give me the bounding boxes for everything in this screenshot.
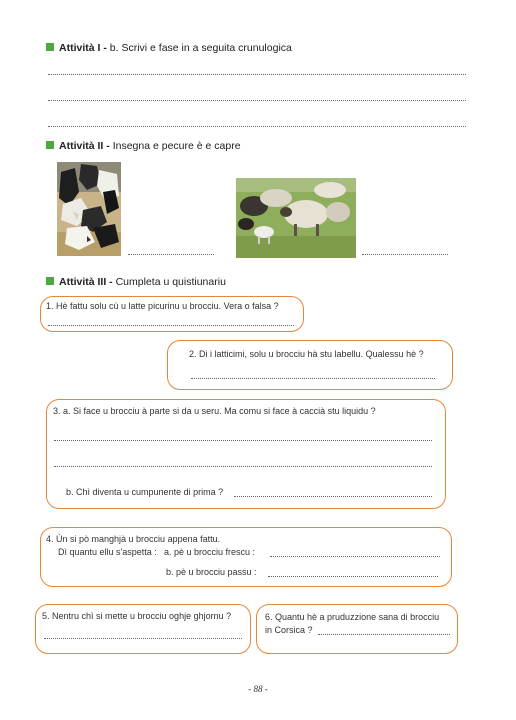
activity-2-subtitle: Insegna e pecure è e capre — [112, 140, 241, 152]
answer-line[interactable] — [54, 440, 432, 441]
activity-1-heading — [46, 42, 292, 54]
answer-line[interactable] — [270, 556, 440, 557]
answer-line[interactable] — [362, 254, 448, 255]
question-3-text: 3. a. Si face u brocciu à parte si da u seru. Ma comu si face à caccià stu liquidu ? — [53, 406, 376, 416]
activity-2-heading — [46, 140, 241, 152]
question-6-subtext: in Corsica ? — [265, 625, 313, 635]
green-square-icon — [46, 43, 54, 51]
answer-line[interactable] — [48, 325, 294, 326]
activity-1-subtitle: b. Scrivi e fase in a seguita crunulogica — [109, 42, 292, 54]
green-square-icon — [46, 277, 54, 285]
answer-line[interactable] — [48, 126, 466, 127]
question-3b-text: b. Chì diventa u cumpunente di prima ? — [66, 487, 224, 497]
activity-3-title: Attività III - — [59, 276, 113, 288]
sheep-photo — [236, 178, 356, 258]
answer-line[interactable] — [268, 576, 438, 577]
question-4b-text: b. pè u brocciu passu : — [166, 567, 257, 577]
goats-photo — [57, 162, 121, 256]
answer-line[interactable] — [54, 466, 432, 467]
question-4a-text: a. pè u brocciu frescu : — [164, 547, 256, 557]
question-4-text: 4. Ùn si pò manghjà u brocciu appena fattu. — [46, 534, 221, 544]
answer-line[interactable] — [44, 638, 242, 639]
answer-line[interactable] — [48, 100, 466, 101]
page-number: - 88 - — [248, 684, 268, 694]
question-4-subtext: Dì quantu ellu s'aspetta : — [58, 547, 157, 557]
answer-line[interactable] — [48, 74, 466, 75]
activity-1-title: Attività I - — [59, 42, 107, 54]
activity-3-subtitle: Cumpleta u quistiunariu — [115, 276, 226, 288]
activity-3-heading — [46, 276, 226, 288]
question-2-text: 2. Di i latticimi, solu u brocciu hà stu labellu. Qualessu hè ? — [189, 349, 424, 359]
answer-line[interactable] — [191, 378, 435, 379]
question-6-text: 6. Quantu hè a pruduzzione sana di brocciu — [265, 612, 440, 622]
question-1-text: 1. Hè fattu solu cù u latte picurinu u brocciu. Vera o falsa ? — [46, 301, 279, 311]
answer-line[interactable] — [234, 496, 432, 497]
question-5-text: 5. Nentru chì si mette u brocciu oghje ghjornu ? — [42, 611, 232, 621]
answer-line[interactable] — [318, 634, 450, 635]
answer-line[interactable] — [128, 254, 214, 255]
activity-2-title: Attività II - — [59, 140, 110, 152]
green-square-icon — [46, 141, 54, 149]
